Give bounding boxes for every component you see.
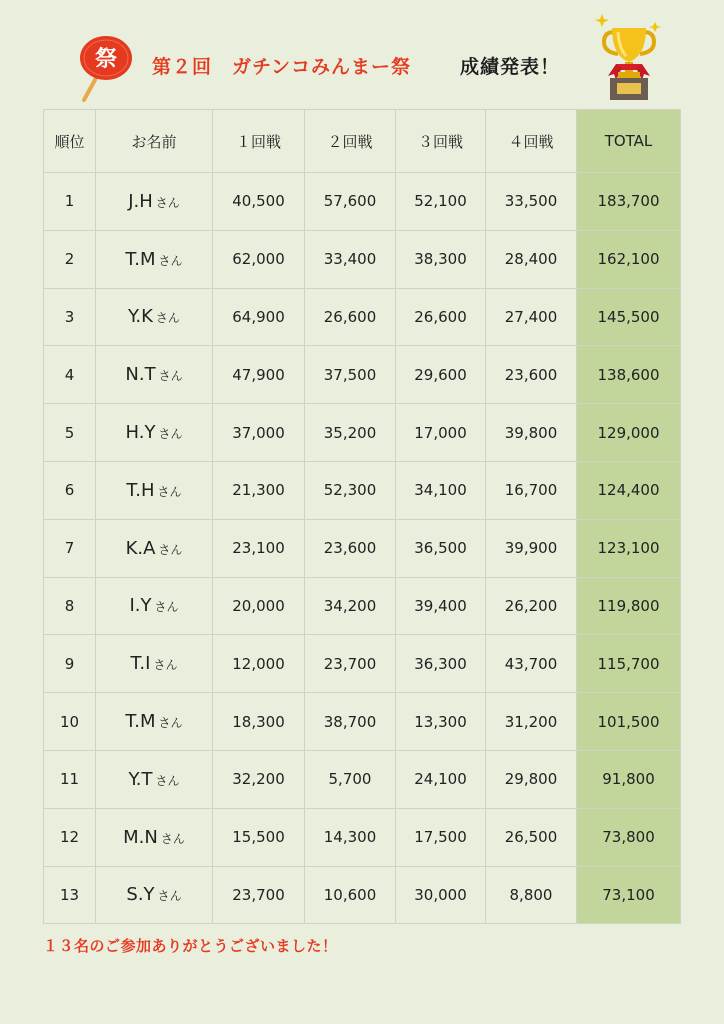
festival-fan-icon xyxy=(74,34,134,102)
header-round-4: ４回戦 xyxy=(486,110,577,173)
round-3-score: 39,400 xyxy=(396,577,486,635)
round-4-score: 28,400 xyxy=(486,230,577,288)
honorific-suffix: さん xyxy=(158,369,183,384)
round-3-score: 34,100 xyxy=(396,461,486,519)
total-score: 129,000 xyxy=(577,404,681,462)
player-initials: S.Y xyxy=(126,884,155,906)
round-3-score: 36,500 xyxy=(396,519,486,577)
total-score: 124,400 xyxy=(577,461,681,519)
table-row xyxy=(44,288,681,346)
round-4-score: 27,400 xyxy=(486,288,577,346)
rank-cell: 9 xyxy=(44,635,96,693)
page-title: 第２回 ガチンコみんまー祭 xyxy=(152,56,412,78)
rank-cell: 6 xyxy=(44,461,96,519)
round-1-score: 32,200 xyxy=(213,750,305,808)
round-3-score: 36,300 xyxy=(396,635,486,693)
total-score: 119,800 xyxy=(577,577,681,635)
round-3-score: 17,500 xyxy=(396,808,486,866)
honorific-suffix: さん xyxy=(158,716,183,731)
honorific-suffix: さん xyxy=(154,600,179,615)
player-initials: M.N xyxy=(123,826,158,848)
honorific-suffix: さん xyxy=(157,889,182,904)
player-initials: I.Y xyxy=(129,595,152,617)
name-cell xyxy=(96,750,213,808)
table-row xyxy=(44,635,681,693)
round-4-score: 23,600 xyxy=(486,346,577,404)
round-4-score: 31,200 xyxy=(486,693,577,751)
round-3-score: 38,300 xyxy=(396,230,486,288)
total-score: 115,700 xyxy=(577,635,681,693)
round-4-score: 16,700 xyxy=(486,461,577,519)
rank-cell: 10 xyxy=(44,693,96,751)
round-1-score: 40,500 xyxy=(213,173,305,231)
name-cell xyxy=(96,230,213,288)
round-4-score: 39,800 xyxy=(486,404,577,462)
rank-cell: 3 xyxy=(44,288,96,346)
round-1-score: 62,000 xyxy=(213,230,305,288)
svg-text:祭: 祭 xyxy=(94,47,118,72)
round-3-score: 29,600 xyxy=(396,346,486,404)
table-row xyxy=(44,866,681,924)
results-table xyxy=(43,109,681,924)
table-row xyxy=(44,577,681,635)
rank-cell: 2 xyxy=(44,230,96,288)
rank-cell: 12 xyxy=(44,808,96,866)
round-4-score: 26,500 xyxy=(486,808,577,866)
round-1-score: 12,000 xyxy=(213,635,305,693)
honorific-suffix: さん xyxy=(155,195,180,210)
player-initials: T.M xyxy=(125,248,156,270)
table-row xyxy=(44,230,681,288)
header-name: お名前 xyxy=(96,110,213,173)
name-cell xyxy=(96,635,213,693)
honorific-suffix: さん xyxy=(157,484,182,499)
round-1-score: 20,000 xyxy=(213,577,305,635)
total-score: 145,500 xyxy=(577,288,681,346)
rank-cell: 7 xyxy=(44,519,96,577)
player-initials: Y.T xyxy=(128,768,153,790)
round-1-score: 21,300 xyxy=(213,461,305,519)
round-1-score: 15,500 xyxy=(213,808,305,866)
rank-cell: 5 xyxy=(44,404,96,462)
page-subtitle: 成績発表！ xyxy=(460,56,561,78)
round-2-score: 26,600 xyxy=(305,288,396,346)
round-1-score: 47,900 xyxy=(213,346,305,404)
name-cell xyxy=(96,577,213,635)
table-row xyxy=(44,519,681,577)
total-score: 138,600 xyxy=(577,346,681,404)
round-4-score: 33,500 xyxy=(486,173,577,231)
player-initials: Y.K xyxy=(128,306,153,328)
round-4-score: 43,700 xyxy=(486,635,577,693)
total-score: 123,100 xyxy=(577,519,681,577)
name-cell xyxy=(96,808,213,866)
table-row xyxy=(44,693,681,751)
table-row xyxy=(44,750,681,808)
round-2-score: 52,300 xyxy=(305,461,396,519)
round-2-score: 23,700 xyxy=(305,635,396,693)
round-2-score: 10,600 xyxy=(305,866,396,924)
round-2-score: 5,700 xyxy=(305,750,396,808)
header-round-2: ２回戦 xyxy=(305,110,396,173)
header-total: TOTAL xyxy=(577,110,681,173)
round-3-score: 24,100 xyxy=(396,750,486,808)
round-2-score: 38,700 xyxy=(305,693,396,751)
header-rank: 順位 xyxy=(44,110,96,173)
name-cell xyxy=(96,866,213,924)
player-initials: J.H xyxy=(128,190,153,212)
player-initials: T.M xyxy=(125,711,156,733)
round-1-score: 37,000 xyxy=(213,404,305,462)
name-cell xyxy=(96,461,213,519)
total-score: 162,100 xyxy=(577,230,681,288)
round-4-score: 8,800 xyxy=(486,866,577,924)
round-2-score: 35,200 xyxy=(305,404,396,462)
round-4-score: 39,900 xyxy=(486,519,577,577)
name-cell xyxy=(96,346,213,404)
honorific-suffix: さん xyxy=(153,658,178,673)
honorific-suffix: さん xyxy=(158,427,183,442)
player-initials: T.I xyxy=(130,653,151,675)
round-4-score: 26,200 xyxy=(486,577,577,635)
round-4-score: 29,800 xyxy=(486,750,577,808)
header xyxy=(0,0,724,108)
round-3-score: 30,000 xyxy=(396,866,486,924)
round-3-score: 13,300 xyxy=(396,693,486,751)
table-row xyxy=(44,173,681,231)
honorific-suffix: さん xyxy=(158,253,183,268)
total-score: 73,800 xyxy=(577,808,681,866)
table-row xyxy=(44,808,681,866)
round-2-score: 37,500 xyxy=(305,346,396,404)
total-score: 183,700 xyxy=(577,173,681,231)
round-1-score: 18,300 xyxy=(213,693,305,751)
round-1-score: 64,900 xyxy=(213,288,305,346)
table-row xyxy=(44,346,681,404)
total-score: 73,100 xyxy=(577,866,681,924)
rank-cell: 13 xyxy=(44,866,96,924)
round-2-score: 57,600 xyxy=(305,173,396,231)
round-3-score: 17,000 xyxy=(396,404,486,462)
round-2-score: 14,300 xyxy=(305,808,396,866)
table-row xyxy=(44,461,681,519)
round-2-score: 33,400 xyxy=(305,230,396,288)
total-score: 101,500 xyxy=(577,693,681,751)
round-1-score: 23,100 xyxy=(213,519,305,577)
header-round-3: ３回戦 xyxy=(396,110,486,173)
player-initials: H.Y xyxy=(125,422,156,444)
rank-cell: 4 xyxy=(44,346,96,404)
honorific-suffix: さん xyxy=(155,311,180,326)
player-initials: T.H xyxy=(126,479,155,501)
honorific-suffix: さん xyxy=(160,831,185,846)
thank-you-message: １３名のご参加ありがとうございました！ xyxy=(43,937,338,955)
name-cell xyxy=(96,173,213,231)
name-cell xyxy=(96,288,213,346)
trophy-icon xyxy=(592,10,666,102)
header-round-1: １回戦 xyxy=(213,110,305,173)
name-cell xyxy=(96,693,213,751)
round-2-score: 34,200 xyxy=(305,577,396,635)
round-3-score: 52,100 xyxy=(396,173,486,231)
honorific-suffix: さん xyxy=(155,773,180,788)
player-initials: K.A xyxy=(125,537,156,559)
table-row xyxy=(44,404,681,462)
honorific-suffix: さん xyxy=(158,542,183,557)
round-2-score: 23,600 xyxy=(305,519,396,577)
name-cell xyxy=(96,404,213,462)
total-score: 91,800 xyxy=(577,750,681,808)
rank-cell: 8 xyxy=(44,577,96,635)
player-initials: N.T xyxy=(125,364,156,386)
rank-cell: 11 xyxy=(44,750,96,808)
table-header-row xyxy=(44,110,681,173)
name-cell xyxy=(96,519,213,577)
round-3-score: 26,600 xyxy=(396,288,486,346)
round-1-score: 23,700 xyxy=(213,866,305,924)
rank-cell: 1 xyxy=(44,173,96,231)
